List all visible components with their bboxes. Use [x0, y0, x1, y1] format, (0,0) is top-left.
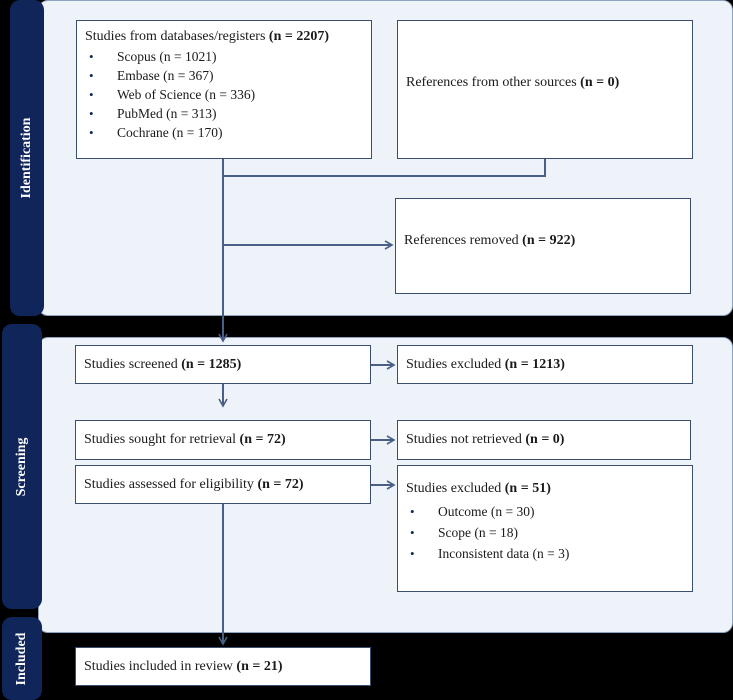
- excluded-screen-count: (n = 1213): [504, 357, 565, 372]
- databases-box: [76, 20, 372, 159]
- sought-title: Studies sought for retrieval: [84, 432, 237, 447]
- included-label: Included: [14, 632, 29, 685]
- sought-box: [75, 420, 371, 460]
- excluded-eligibility-count: (n = 51): [504, 481, 551, 496]
- databases-list: [77, 47, 371, 142]
- list-item: • PubMed (n = 313): [77, 104, 371, 123]
- other-sources-count: (n = 0): [580, 75, 620, 90]
- excluded-reasons-list: [398, 501, 692, 564]
- sought-count: (n = 72): [239, 432, 286, 447]
- included-count: (n = 21): [236, 659, 283, 674]
- other-sources-title: References from other sources: [406, 75, 577, 90]
- not-retrieved-count: (n = 0): [525, 432, 565, 447]
- list-item: • Scope (n = 18): [398, 522, 692, 543]
- other-sources-box: [397, 20, 693, 159]
- list-item: • Outcome (n = 30): [398, 501, 692, 522]
- removed-count: (n = 922): [522, 233, 576, 248]
- screened-title: Studies screened: [84, 357, 178, 372]
- removed-title: References removed: [404, 233, 519, 248]
- not-retrieved-box: [397, 420, 691, 460]
- screening-bar: [2, 324, 42, 609]
- list-item: • Scopus (n = 1021): [77, 47, 371, 66]
- included-box: [75, 647, 371, 686]
- databases-title: Studies from databases/registers: [85, 29, 266, 44]
- list-item: • Cochrane (n = 170): [77, 123, 371, 142]
- list-item: • Inconsistent data (n = 3): [398, 543, 692, 564]
- screened-box: [75, 345, 371, 384]
- list-item: • Web of Science (n = 336): [77, 85, 371, 104]
- screening-label: Screening: [14, 437, 29, 496]
- excluded-eligibility-box: [397, 465, 693, 592]
- identification-bar: [10, 0, 44, 316]
- assessed-count: (n = 72): [257, 477, 304, 492]
- excluded-screen-box: [397, 345, 693, 384]
- screened-count: (n = 1285): [181, 357, 242, 372]
- assessed-title: Studies assessed for eligibility: [84, 477, 254, 492]
- removed-box: [395, 198, 691, 294]
- databases-count: (n = 2207): [268, 29, 329, 44]
- not-retrieved-title: Studies not retrieved: [406, 432, 522, 447]
- excluded-eligibility-title: Studies excluded: [406, 481, 502, 496]
- included-bar: [2, 617, 42, 700]
- assessed-box: [75, 465, 371, 504]
- identification-label: Identification: [19, 117, 34, 199]
- list-item: • Embase (n = 367): [77, 66, 371, 85]
- excluded-screen-title: Studies excluded: [406, 357, 502, 372]
- included-title: Studies included in review: [84, 659, 233, 674]
